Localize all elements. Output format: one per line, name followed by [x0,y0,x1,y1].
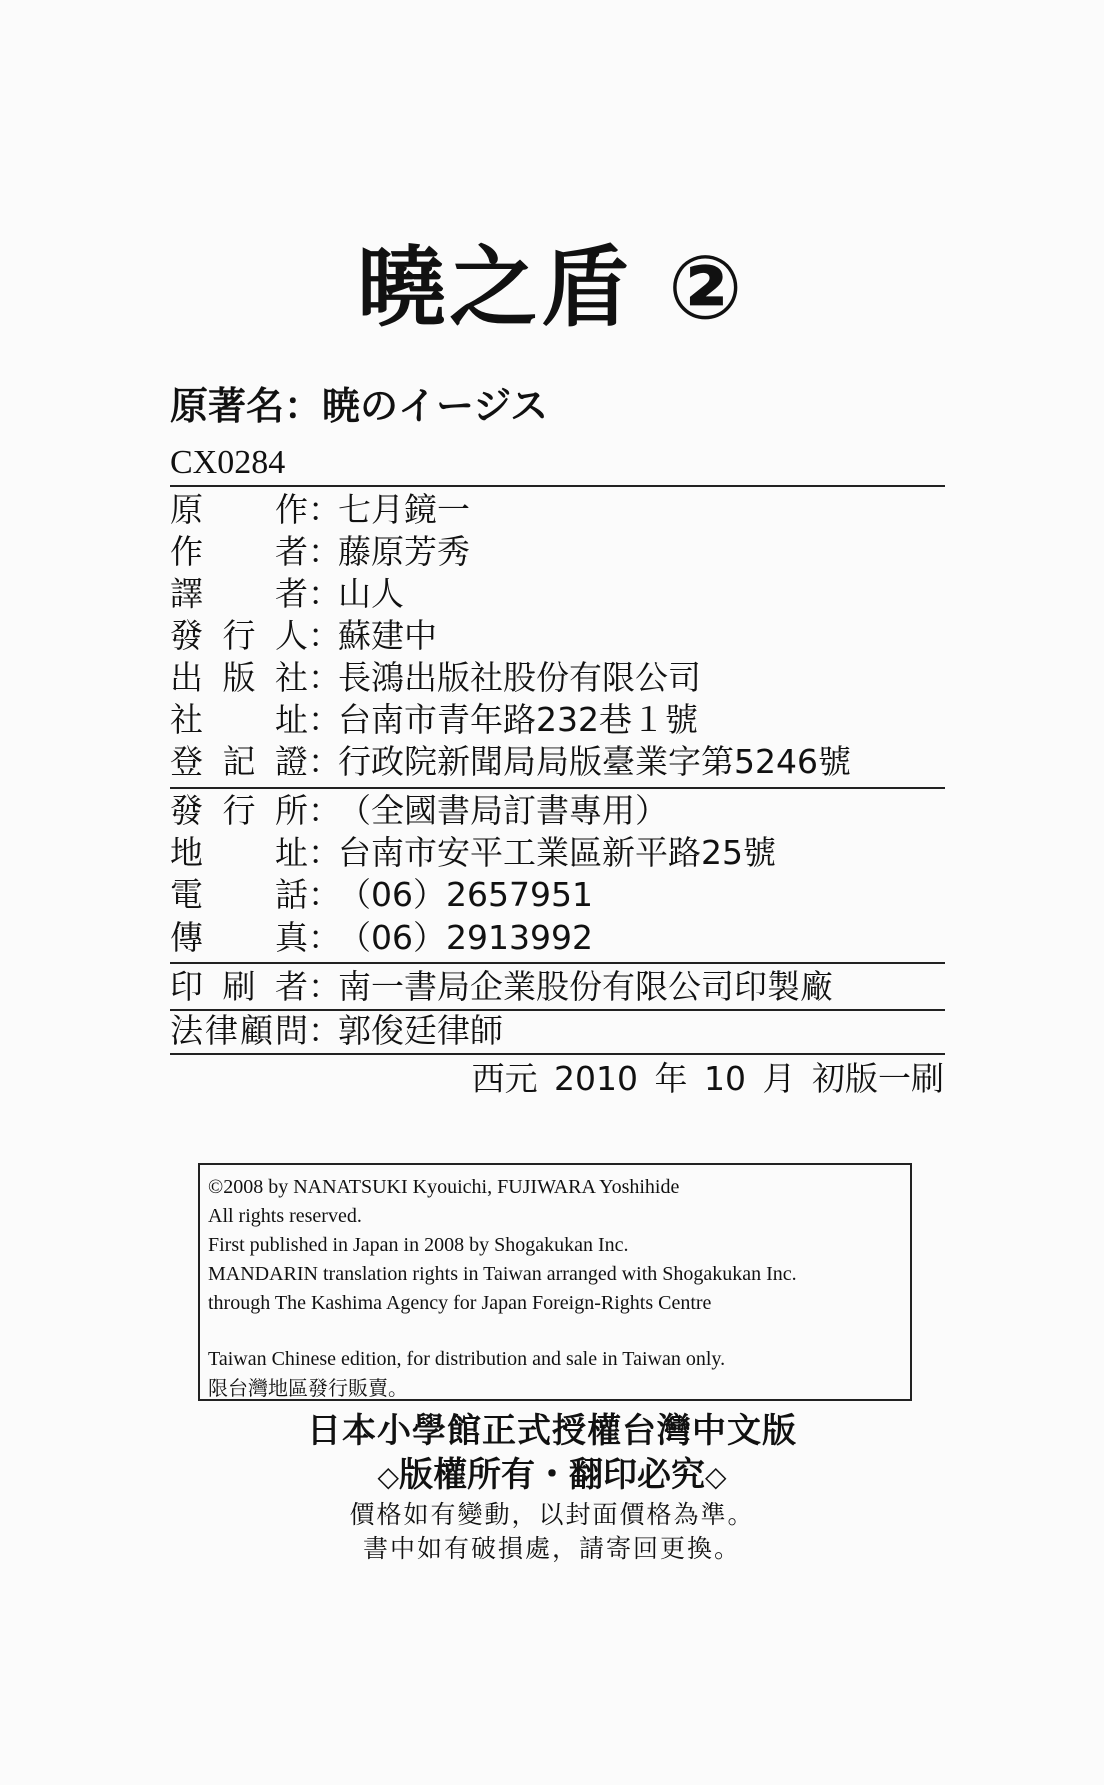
credit-label: 登記證 [170,742,308,781]
spacer [208,1318,902,1345]
rights-reserved-text: 版權所有・翻印必究 [399,1455,705,1495]
credit-label: 出版社 [170,658,308,697]
credit-value: 山人 [338,574,404,613]
copyright-line: All rights reserved. [208,1205,362,1227]
colon: ： [308,742,341,781]
rights-reserved-notice [0,1452,1104,1500]
credit-row-publisher-address [170,699,698,741]
diamond-icon: ◇ [377,1460,399,1493]
credit-row-phone [170,874,593,916]
credit-row-publisher-person [170,615,437,657]
colon: ： [308,967,341,1006]
credit-row-distributor [170,790,668,832]
credit-row-fax [170,917,593,959]
colon: ： [308,490,341,529]
colon: ： [308,700,341,739]
credit-value: 南一書局企業股份有限公司印製廠 [338,967,833,1006]
credit-row-registration [170,741,851,783]
credit-value: 蘇建中 [338,616,437,655]
copyright-line: MANDARIN translation rights in Taiwan arranged with Shogakukan Inc. [208,1263,797,1285]
colon: ： [308,658,341,697]
copyright-line: through The Kashima Agency for Japan Foreign-Rights Centre [208,1292,712,1314]
credit-label: 社址 [170,700,308,739]
distribution-english: Taiwan Chinese edition, for distribution and sale in Taiwan only. [208,1348,726,1370]
diamond-icon: ◇ [705,1460,727,1493]
credit-label: 原作 [170,490,308,529]
copyright-box [198,1163,912,1401]
credit-value: （06）2913992 [338,918,593,957]
original-title: 原著名：暁のイージス [170,384,549,428]
divider [170,1053,945,1055]
edition-date: 西元 2010 年 10 月 初版一刷 [471,1059,944,1098]
credit-label: 發行所 [170,791,308,830]
credit-value: （06）2657951 [338,875,593,914]
colon: ： [308,574,341,613]
credit-row-author [170,531,470,573]
credit-label: 電話 [170,875,308,914]
credit-label: 法律顧問 [170,1011,308,1050]
colon: ： [308,1011,341,1050]
credit-label: 作者 [170,532,308,571]
colon: ： [308,875,341,914]
credit-value: （全國書局訂書專用） [338,791,668,830]
colon: ： [308,532,341,571]
divider [170,787,945,789]
credit-row-legal-counsel [170,1010,503,1052]
credit-row-distributor-address [170,832,776,874]
catalog-code: CX0284 [170,444,286,481]
divider [170,485,945,487]
distribution-chinese: 限台灣地區發行販賣。 [208,1376,408,1400]
divider [170,962,945,964]
credit-label: 譯者 [170,574,308,613]
exchange-note: 書中如有破損處，請寄回更換。 [362,1534,741,1563]
credit-value: 長鴻出版社股份有限公司 [338,658,701,697]
credit-label: 發行人 [170,616,308,655]
credit-value: 七月鏡一 [338,490,470,529]
credit-value: 藤原芳秀 [338,532,470,571]
authorization-notice: 日本小學館正式授權台灣中文版 [307,1411,797,1451]
credit-value: 行政院新聞局局版臺業字第5246號 [338,742,851,781]
colon: ： [308,833,341,872]
credit-label: 印刷者 [170,967,308,1006]
copyright-line: ©2008 by NANATSUKI Kyouichi, FUJIWARA Yoshihide [208,1176,680,1198]
price-note: 價格如有變動，以封面價格為準。 [349,1500,755,1529]
colon: ： [308,791,341,830]
copyright-line: First published in Japan in 2008 by Shogakukan Inc. [208,1234,629,1256]
colon: ： [308,616,341,655]
credit-value: 台南市安平工業區新平路25號 [338,833,776,872]
credit-value: 郭俊廷律師 [338,1011,503,1050]
credit-label: 地址 [170,833,308,872]
credit-label: 傳真 [170,918,308,957]
book-title: 曉之盾 ② [357,236,747,339]
credit-row-printer [170,966,833,1008]
credit-row-original-work [170,489,470,531]
credit-row-publisher [170,657,701,699]
colon: ： [308,918,341,957]
credit-value: 台南市青年路232巷１號 [338,700,698,739]
credit-row-translator [170,573,404,615]
